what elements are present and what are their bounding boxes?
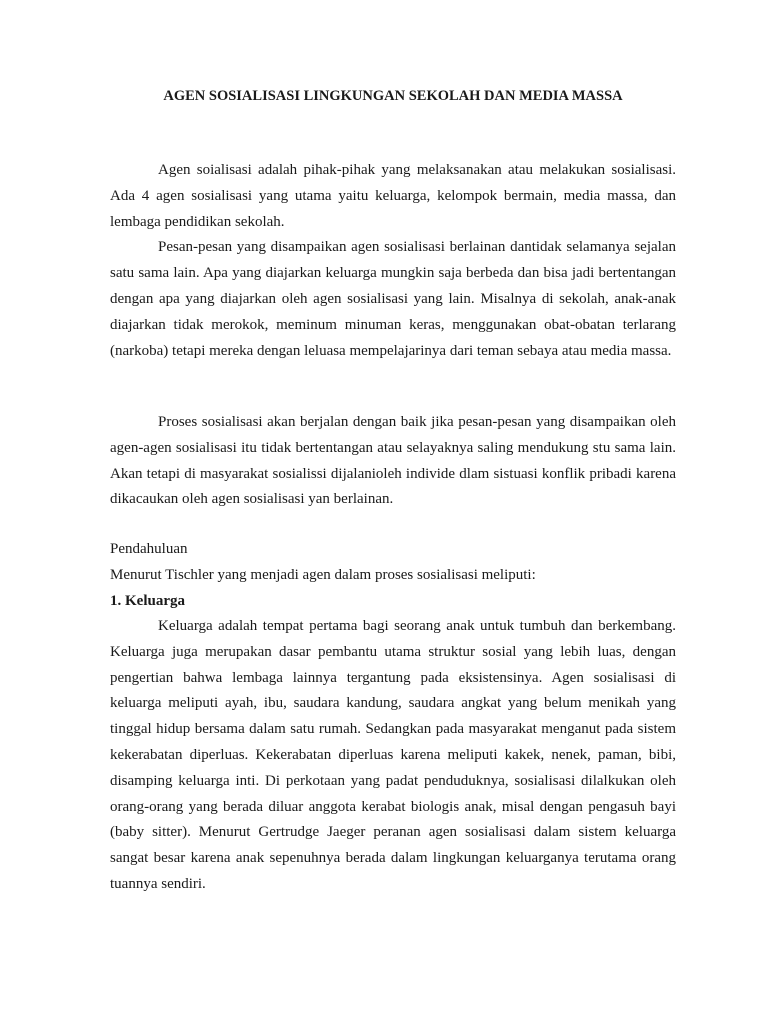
paragraph-agen-definition bbox=[110, 158, 676, 364]
paragraph-keluarga: Keluarga adalah tempat pertama bagi seorang anak untuk tumbuh dan berkembang. Keluarga juga merupakan dasar pembantu utama struktur sosial yang lebih luas, dengan pengertian bahwa lembaga lainnya tergantung pada eksistensinya. Agen sosialisasi di keluarga meliputi ayah, ibu, saudara kandung, saudara angkat yang belum menikah yang tinggal hidup bersama dalam satu rumah. Sedangkan pada masyarakat menganut pada sistem kekerabatan diperluas. Kekerabatan diperluas karena meliputi kakek, nenek, paman, bibi, disamping keluarga inti. Di perkotaan yang padat penduduknya, sosialisasi dilalkukan oleh orang-orang yang berada diluar anggota kerabat biologis anak, misal dengan pengasuh bayi (baby sitter). Menurut Gertrudge Jaeger peranan agen sosialisasi dalam sistem keluarga sangat besar karena anak sepenuhnya berada dalam lingkungan keluarganya terutama orang tuannya sendiri. bbox=[110, 618, 676, 892]
paragraph-1: Agen soialisasi adalah pihak-pihak yang melaksanakan atau melakukan sosialisasi. Ada 4 agen sosialisasi yang utama yaitu keluarga, kelompok bermain, media massa, dan lembaga pendidikan sekolah. bbox=[110, 162, 676, 230]
subheading-keluarga: 1. Keluarga bbox=[110, 592, 185, 609]
paragraph-proses-sosialisasi bbox=[110, 410, 676, 513]
paragraph-2: Pesan-pesan yang disampaikan agen sosialisasi berlainan dantidak selamanya sejalan satu sama lain. Apa yang diajarkan keluarga mungkin saja berbeda dan bisa jadi bertentangan dengan apa yang diajarkan oleh agen sosialisasi yang lain. Misalnya di sekolah, anak-anak diajarkan tidak merokok, meminum minuman keras, menggunakan obat-obatan terlarang (narkoba) tetapi mereka dengan leluasa mempelajarinya dari teman sebaya atau media massa. bbox=[110, 239, 676, 359]
section-label: Pendahuluan bbox=[110, 541, 188, 557]
section-pendahuluan bbox=[110, 537, 676, 614]
intro-line: Menurut Tischler yang menjadi agen dalam proses sosialisasi meliputi: bbox=[110, 566, 536, 583]
document-title: AGEN SOSIALISASI LINGKUNGAN SEKOLAH DAN MEDIA MASSA bbox=[163, 88, 623, 104]
paragraph-3: Proses sosialisasi akan berjalan dengan baik jika pesan-pesan yang disampaikan oleh agen-agen sosialisasi itu tidak bertentangan atau selayaknya saling mendukung stu sama lain. Akan tetapi di masyarakat sosialissi dijalanioleh individe dlam sistuasi konflik pribadi karena dikacaukan oleh agen sosialisasi yan berlainan. bbox=[110, 414, 676, 508]
paragraph-keluarga-block bbox=[110, 614, 676, 898]
